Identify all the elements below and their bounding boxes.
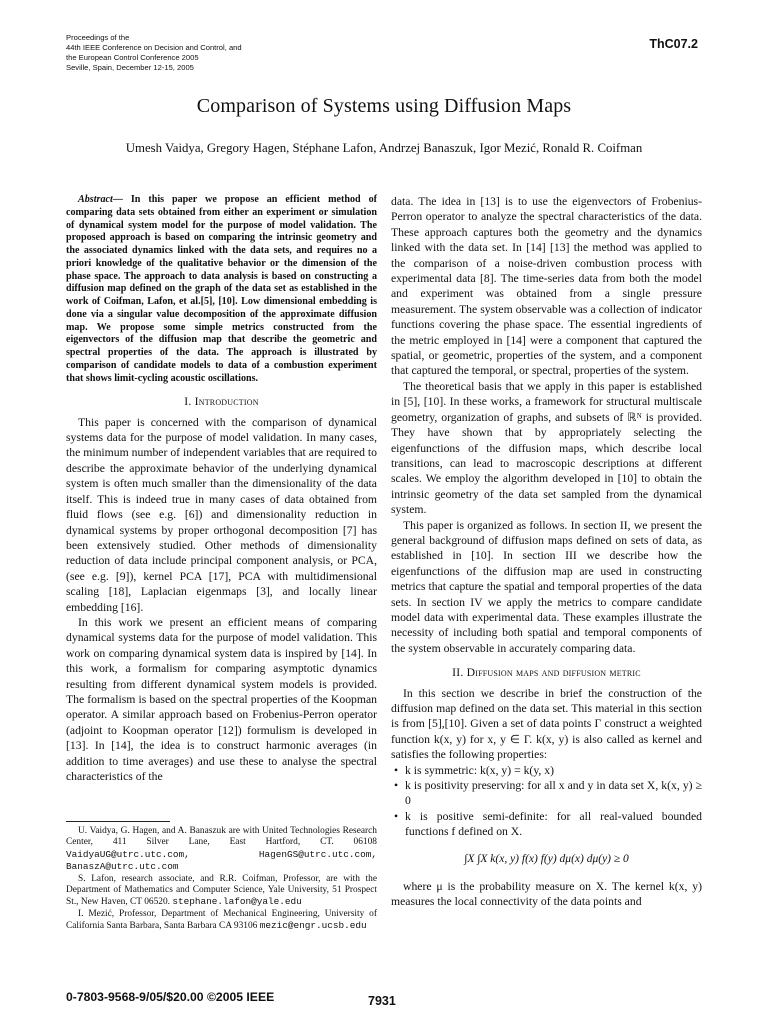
footer-isbn: 0-7803-9568-9/05/$20.00 ©2005 IEEE [66,990,275,1004]
section-heading-introduction: I. Introduction [184,395,259,409]
abstract-label: Abstract [78,194,113,205]
paragraph: data. The idea in [13] is to use the eigenvectors of Frobenius-Perron operator to analyze the spectral characteristics of the data. These approach captures both the geometry and the dynamics linked with the data set. In [14] [13] the method was applied to the comparison of a noise-driven combustion process with experimental data [8]. The time-series data from both the model and experiment was obtained from a single pressure measurement. The system observable was a collection of indicator functions covering the phase space. The essential ingredients of the metric employed in [14] were a component that captured the spatial, or geometric, properties of the system, and a component that captured the temporal, or spectral, properties of the system. [391,195,702,378]
paragraph: In this section we describe in brief the construction of the diffusion map defined on the data set. This material in this section is from [5],[10]. Given a set of data points Γ construct a weighted function k(x, y) for x, y ∈ Γ. k(x, y) is also called as kernel and satisfies the following properties: [391,686,702,762]
left-column [66,194,377,784]
paragraph: This paper is concerned with the comparison of dynamical systems data for the purpose of model validation. In many cases, the minimum number of independent variables that are required to describe the approximate behavior of the underlying dynamical system is often much smaller than the dimensionality of the data itself. This is indeed true in many cases of data obtained from fluid flows (see e.g. [6]) and dimensionality reduction in dynamical systems by proper orthogonal decomposition [7] has been extensively studied. Other methods of dimensionality reduction of data include principal component analysis, or PCA, (see e.g. [9]), kernel PCA [17], PCA with multidimensional scaling [18], Laplacian eigenmaps [3], and locally linear embedding [16]. [66,415,377,614]
conference-line: 44th IEEE Conference on Decision and Control, and [66,43,242,52]
kernel-properties-list [391,763,702,840]
session-code: ThC07.2 [649,37,698,51]
footnote-email[interactable]: mezic@engr.ucsb.edu [259,920,367,932]
conference-line: Seville, Spain, December 12-15, 2005 [66,63,194,72]
equation: ∫X ∫X k(x, y) f(x) f(y) dμ(x) dμ(y) ≥ 0 [464,852,629,865]
paragraph: The theoretical basis that we apply in this paper is established in [5], [10]. In these works, a framework for structural multiscale geometry, organization of graphs, and subsets of ℝᴺ is provided. They have shown that by appropriately selecting the eigenfunctions of the diffusion maps, which describe local transitions, can lead to macroscopic descriptions at different scales. We employ the algorithm developed in [10] to obtain the intrinsic geometry of the data set sampled from the dynamical system. [391,379,702,517]
conference-line: Proceedings of the [66,33,130,42]
section-heading-diffusion-maps: II. Diffusion maps and diffusion metric [452,666,641,680]
paper-title: Comparison of Systems using Diffusion Maps [196,95,572,117]
footnote: U. Vaidya, G. Hagen, and A. Banaszuk are with United Technologies Research Center, 411 Silver Lane, East Hartford, CT. 06108 VaidyaUG@utrc.utc.com, HagenGS@utrc.utc.com, BanaszA@utrc.utc.com [66,826,377,873]
footnote: I. Mezić, Professor, Department of Mechanical Engineering, University of California Santa Barbara, Santa Barbara CA 93106 mezic@engr.ucsb.edu [66,908,377,932]
footnote-rule [66,821,170,822]
paragraph: This paper is organized as follows. In section II, we present the general background of diffusion maps defined on sets of data, as established in [10]. In section III we describe how the eigenfunctions of the diffusion map are used in constructing metrics that capture the spatial and temporal properties of the data sets. In section IV we apply the metrics to compare candidate model data with experimental data. These examples illustrate the necessity of including both spatial and temporal components of the system observable in accurately comparing data. [391,518,702,655]
footnote-email[interactable]: VaidyaUG@utrc.utc.com, HagenGS@utrc.utc.com, BanaszA@utrc.utc.com [66,848,377,873]
list-item: • k is positive semi-definite: for all real-valued bounded functions f defined on X. [405,809,702,840]
conference-header [66,33,366,73]
page-number: 7931 [368,994,396,1008]
list-item: • k is symmetric: k(x, y) = k(y, x) [405,763,702,778]
abstract [66,194,377,385]
paragraph: where μ is the probability measure on X. The kernel k(x, y) measures the local connectivity of the data points and [391,880,702,909]
list-item: • k is positivity preserving: for all x and y in data set X, k(x, y) ≥ 0 [405,778,702,809]
paper-authors: Umesh Vaidya, Gregory Hagen, Stéphane Lafon, Andrzej Banaszuk, Igor Mezić, Ronald R. Coifman [125,141,643,155]
footnotes [66,821,377,933]
conference-line: the European Control Conference 2005 [66,53,199,62]
abstract-text: — In this paper we propose an efficient method of comparing data sets obtained from either an experiment or simulation of dynamical system model for the purpose of model validation. The proposed approach is based on comparing the intrinsic geometry and the associated dynamics linked with the data sets, and requires no a priori knowledge of the qualitative behavior or the dimension of the phase space. The approach to data analysis is based on constructing a diffusion map defined on the graph of the data set as established in the work of Coifman, Lafon, et al.[5], [10]. Low dimensional embedding is done via a singular value decomposition of the approximate diffusion map. We propose some simple metrics constructed from the eigenvectors of the diffusion map that describe the geometric and spectral properties of the data. The approach is illustrated by comparison of candidate models to data of a combustion experiment that shows limit-cycling acoustic oscillations. [66,194,377,384]
footnote: S. Lafon, research associate, and R.R. Coifman, Professor, are with the Department of Mathematics and Computer Science, Yale University, 51 Prospect St., New Haven, CT 06520. stephane.lafon@yale.edu [66,873,377,908]
right-column [391,194,702,910]
footnote-email[interactable]: stephane.lafon@yale.edu [172,896,302,908]
paragraph: In this work we present an efficient means of comparing dynamical systems data for the purpose of model validation. This work on comparing dynamical system data is inspired by [14]. In this work, a formalism for comparing asymptotic dynamics resulting from different dynamical system models is provided. The formalism is based on the spectral properties of the Koopman operator. A similar approach based on Frobenius-Perron operator (adjoint to Koopman operator [12]) formulism is developed in [13]. In [14], the idea is to construct harmonic averages (in addition to time averages) and use these to analyse the spectral characteristics of the [66,615,377,783]
